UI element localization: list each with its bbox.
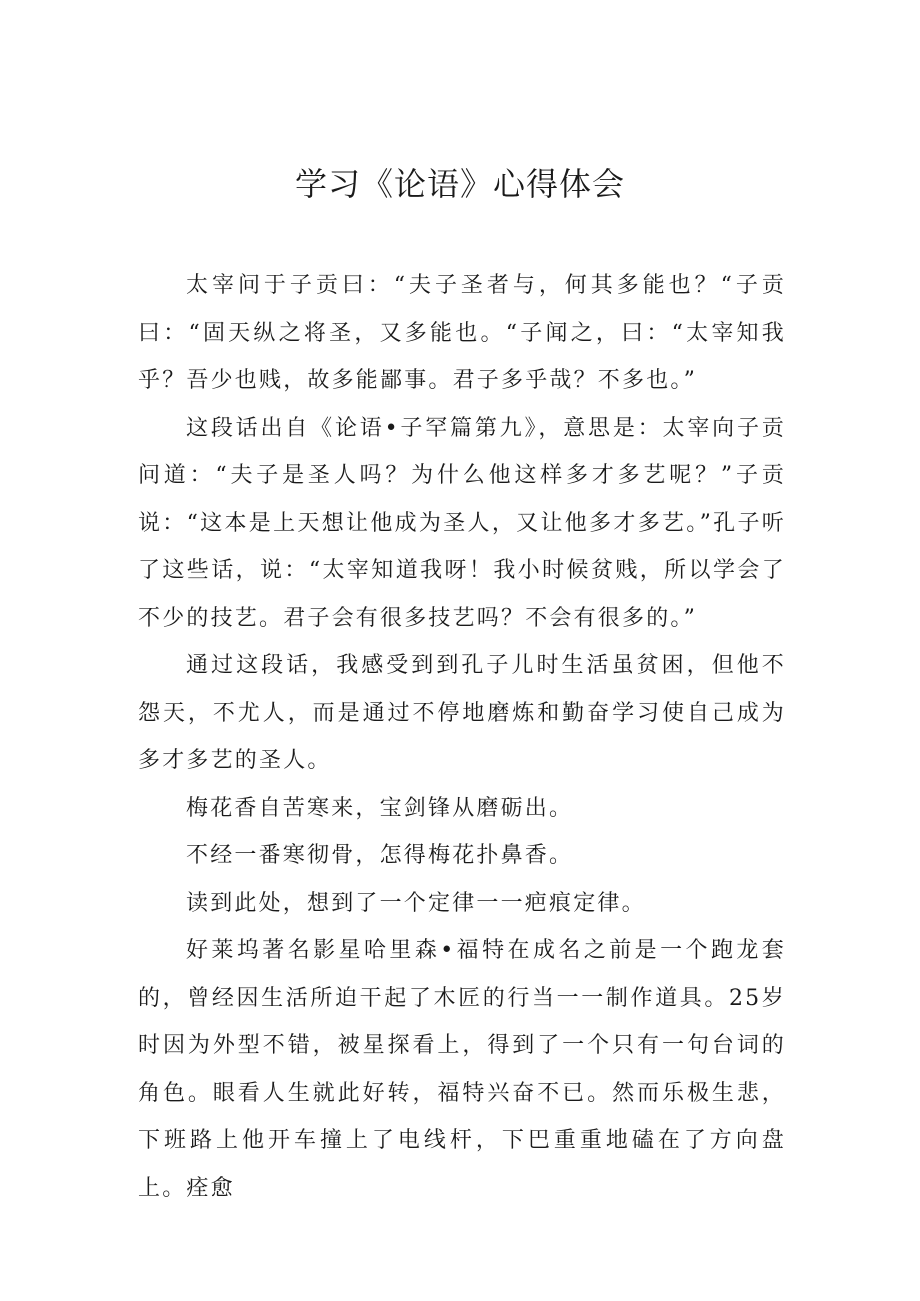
paragraph-3: 通过这段话，我感受到到孔子儿时生活虽贫困，但他不怨天，不尤人，而是通过不停地磨炼和勤奋学习使自己成为多才多艺的圣人。	[138, 653, 786, 773]
paragraph-1: 太宰问于子贡曰：“夫子圣者与，何其多能也？“子贡曰：“固天纵之将圣，又多能也。“子闻之，曰：“太宰知我乎？吾少也贱，故多能鄙事。君子多乎哉？不多也。”	[138, 273, 786, 393]
paragraph-7: 好莱坞著名影星哈里森•福特在成名之前是一个跑龙套的，曾经因生活所迫干起了木匠的行当一一制作道具。25岁时因为外型不错，被星探看上，得到了一个只有一句台词的角色。眼看人生就此好转，福特兴奋不已。然而乐极生悲，下班路上他开车撞上了电线杆，下巴重重地磕在了方向盘上。痊愈	[138, 938, 786, 1201]
document-title: 学习《论语》心得体会	[294, 165, 625, 203]
paragraph-6: 读到此处，想到了一个定律一一疤痕定律。	[186, 890, 646, 916]
paragraph-5: 不经一番寒彻骨，怎得梅花扑鼻香。	[186, 843, 574, 868]
paragraph-2: 这段话出自《论语•子罕篇第九》，意思是：太宰向子贡问道：“夫子是圣人吗？为什么他这样多才多艺呢？”子贡说：“这本是上天想让他成为圣人，又让他多才多艺。”孔子听了这些话，说：“太宰知道我呀！我小时候贫贱，所以学会了不少的技艺。君子会有很多技艺吗？不会有很多的。”	[138, 415, 786, 631]
document-body	[138, 262, 786, 1212]
paragraph-4: 梅花香自苦寒来，宝剑锋从磨砺出。	[186, 795, 574, 821]
